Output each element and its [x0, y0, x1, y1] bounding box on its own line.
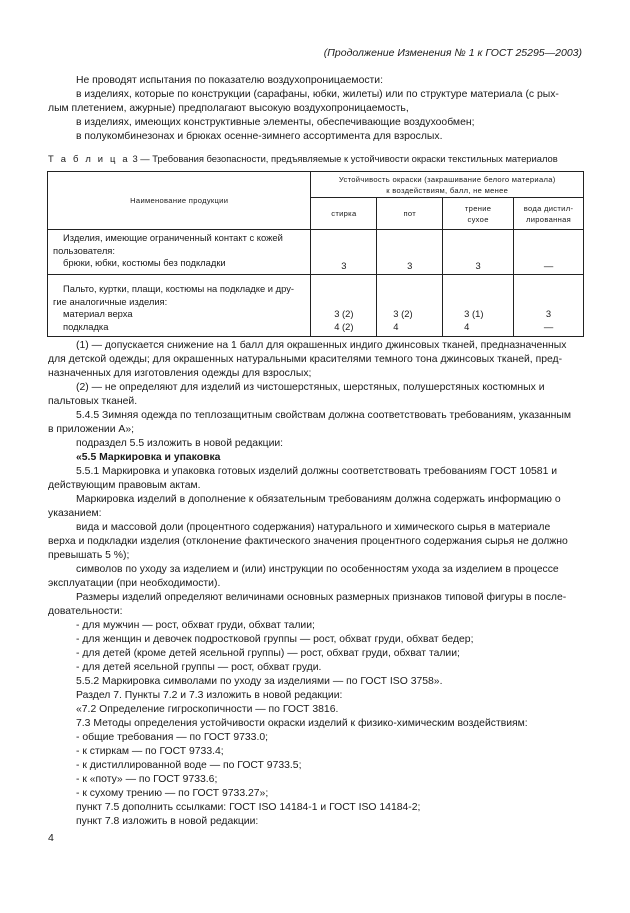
list-item: - общие требования — по ГОСТ 9733.0;: [76, 732, 269, 743]
row2-sweat: [377, 275, 443, 337]
body-line: превышать 5 %);: [48, 550, 130, 561]
body-line: пункт 7.8 изложить в новой редакции:: [76, 816, 259, 827]
body-line: 7.3 Методы определения устойчивости окраски изделий к физико-химическим воздействиям:: [76, 718, 528, 729]
header-product: Наименование продукции: [48, 172, 311, 230]
body-line: верха и подкладки изделия (отклонение фактического значения процентного содержания сырья не должно: [48, 536, 568, 547]
row2-product-line4: подкладка: [63, 320, 109, 332]
row2-wash-lining: 4 (2): [334, 320, 354, 332]
body-line: назначенных для изготовления одежды для взрослых;: [48, 368, 312, 379]
body-line: указанием:: [48, 508, 102, 519]
row2-sweat-top: 3 (2): [393, 308, 413, 319]
body-line: эксплуатации (при необходимости).: [48, 578, 221, 589]
table-row: [48, 275, 584, 337]
table-row: [48, 230, 584, 275]
section-heading: «5.5 Маркировка и упаковка: [76, 452, 221, 463]
body-line: пункт 7.5 дополнить ссылками: ГОСТ ISO 14184-1 и ГОСТ ISO 14184-2;: [76, 802, 421, 813]
intro-line: Не проводят испытания по показателю воздухопроницаемости:: [76, 75, 383, 86]
table-caption-label: Т а б л и ц а: [48, 153, 130, 164]
intro-line: в изделиях, которые по конструкции (сарафаны, юбки, жилеты) или по структуре материала (с рых-: [76, 89, 559, 100]
row1-product: [48, 230, 311, 275]
body-line: «7.2 Определение гигроскопичности — по ГОСТ 3816.: [76, 704, 339, 715]
body-line: Раздел 7. Пункты 7.2 и 7.3 изложить в новой редакции:: [76, 690, 343, 701]
intro-line: в полукомбинезонах и брюках осенне-зимнего ассортимента для взрослых.: [76, 131, 443, 142]
body-line: 5.4.5 Зимняя одежда по теплозащитным свойствам должна соответствовать требованиям, указанным: [76, 410, 571, 421]
body-line: Размеры изделий определяют величинами основных размерных признаков типовой фигуры в после-: [76, 592, 567, 603]
row1-product-line3: брюки, юбки, костюмы без подкладки: [63, 257, 226, 268]
body-line: для детской одежды; для окрашенных натуральными красителями темного тона джинсовых тканей, пред-: [48, 354, 563, 365]
list-item: - для женщин и девочек подростковой группы — рост, обхват груди, обхват бедер;: [76, 634, 474, 645]
list-item: - к стиркам — по ГОСТ 9733.4;: [76, 746, 224, 757]
header-distilled-water: [514, 198, 584, 230]
header-dry-friction-line2: сухое: [467, 214, 489, 224]
row2-water-top: 3: [545, 308, 552, 319]
header-color-fastness-line2: к воздействиям, балл, не менее: [386, 186, 509, 195]
body-line: символов по уходу за изделием и (или) инструкции по особенностям ухода за изделием в процессе: [76, 564, 559, 575]
row1-wash: 3: [311, 230, 377, 275]
row2-product-line2: гие аналогичные изделия:: [53, 295, 168, 307]
header-wash: стирка: [311, 198, 377, 230]
row1-product-line1: Изделия, имеющие ограниченный контакт с кожей: [63, 232, 283, 243]
body-line: Маркировка изделий в дополнение к обязательным требованиям должна содержать информацию о: [76, 494, 561, 505]
body-line: довательности:: [48, 606, 123, 617]
row2-friction: [443, 275, 514, 337]
header-dry-friction-line1: трение: [464, 203, 492, 213]
body-line: пальтовых тканей.: [48, 396, 138, 407]
page-header: (Продолжение Изменения № 1 к ГОСТ 25295—2003): [323, 47, 582, 59]
row1-friction: 3: [443, 230, 514, 275]
row2-friction-top: 3 (1): [464, 308, 484, 319]
row2-water: [514, 275, 584, 337]
body-line: подраздел 5.5 изложить в новой редакции:: [76, 438, 284, 449]
header-distilled-water-line2: лированная: [526, 214, 572, 224]
requirements-table: [47, 171, 584, 337]
page-number: 4: [48, 832, 54, 844]
body-line: в приложении А»;: [48, 424, 135, 435]
list-item: - для детей ясельной группы — рост, обхват груди.: [76, 662, 322, 673]
row2-product: [48, 275, 311, 337]
intro-line: в изделиях, имеющих конструктивные элементы, обеспечивающие воздухообмен;: [76, 117, 475, 128]
list-item: - для детей (кроме детей ясельной группы) — рост, обхват груди, обхват талии;: [76, 648, 460, 659]
row1-water: —: [514, 230, 584, 275]
intro-line: лым плетением, ажурные) предполагают высокую воздухопроницаемость,: [48, 103, 409, 114]
row2-product-line3: материал верха: [63, 308, 133, 319]
body-line: вида и массовой доли (процентного содержания) натурального и химического сырья в материале: [76, 522, 551, 533]
body-line: 5.5.1 Маркировка и упаковка готовых изделий должны соответствовать требованиям ГОСТ 10581 и: [76, 466, 558, 477]
list-item: - к сухому трению — по ГОСТ 9733.27»;: [76, 788, 269, 799]
row2-friction-lining: 4: [464, 320, 470, 332]
body-line: 5.5.2 Маркировка символами по уходу за изделиями — по ГОСТ ISO 3758».: [76, 676, 443, 687]
list-item: - к дистиллированной воде — по ГОСТ 9733.5;: [76, 760, 302, 771]
row2-wash-top: 3 (2): [334, 308, 354, 319]
body-line: (1) — допускается снижение на 1 балл для окрашенных индиго джинсовых тканей, предназначенных: [76, 340, 567, 351]
row2-product-line1: Пальто, куртки, плащи, костюмы на подкладке и дру-: [63, 283, 295, 294]
row1-sweat: 3: [377, 230, 443, 275]
body-line: (2) — не определяют для изделий из чистошерстяных, шерстяных, полушерстяных костюмных и: [76, 382, 545, 393]
row2-water-lining: —: [543, 320, 554, 332]
list-item: - для мужчин — рост, обхват груди, обхват талии;: [76, 620, 315, 631]
row2-wash: [311, 275, 377, 337]
header-color-fastness-line1: Устойчивость окраски (закрашивание белого материала): [338, 175, 556, 184]
list-item: - к «поту» — по ГОСТ 9733.6;: [76, 774, 218, 785]
table-caption: [48, 153, 558, 164]
row2-sweat-lining: 4: [393, 320, 399, 332]
row1-product-line2: пользователя:: [53, 244, 115, 256]
body-line: действующим правовым актам.: [48, 480, 201, 491]
header-sweat: пот: [377, 198, 443, 230]
header-color-fastness: [311, 172, 584, 198]
table-caption-text: 3 — Требования безопасности, предъявляемые к устойчивости окраски текстильных материалов: [129, 153, 558, 164]
header-dry-friction: [443, 198, 514, 230]
header-distilled-water-line1: вода дистил-: [523, 203, 574, 213]
